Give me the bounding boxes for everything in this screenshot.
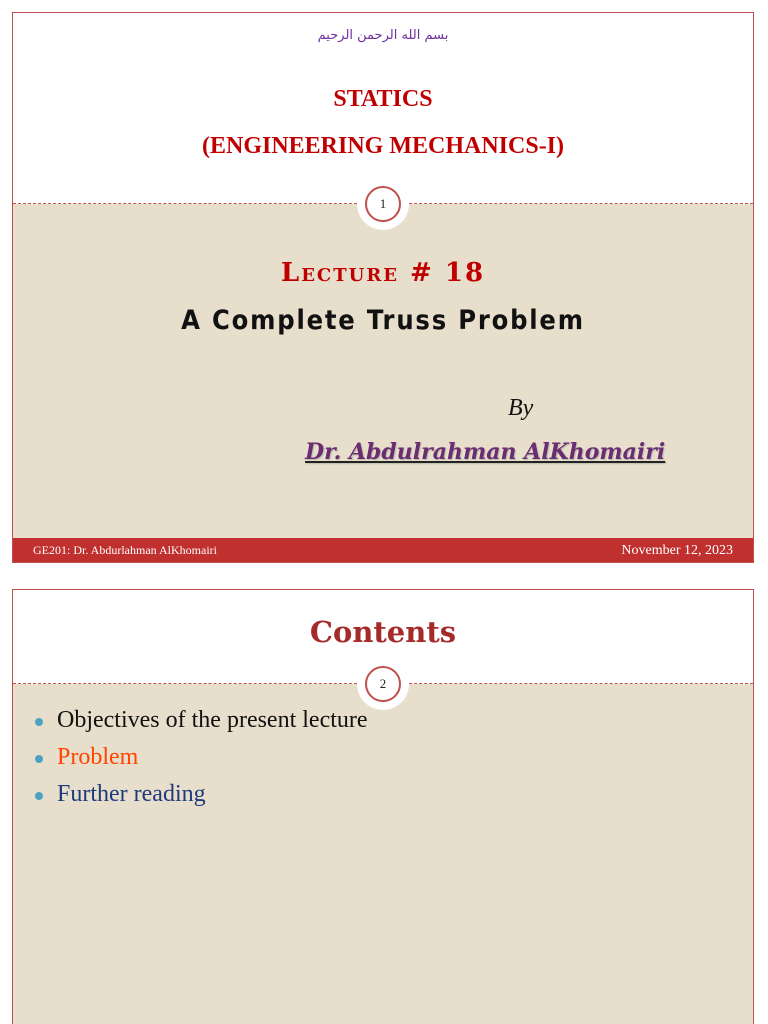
slide-1-body (13, 204, 753, 538)
list-item-label: Problem (57, 744, 139, 770)
list-item (33, 744, 368, 781)
footer-course-info: GE201: Dr. Abdurlahman AlKhomairi (33, 543, 217, 557)
lecture-title: A Complete Truss Problem (181, 305, 585, 336)
list-item (33, 707, 368, 744)
slide-footer (13, 538, 753, 563)
lecture-number: Lecture # 18 (280, 258, 486, 288)
list-item (33, 781, 368, 818)
slide-number: 2 (365, 666, 401, 702)
bullet-dot-icon (35, 718, 43, 726)
bullet-dot-icon (35, 755, 43, 763)
slide-2 (12, 589, 754, 1024)
slide-number-badge (357, 178, 409, 230)
slide-1 (12, 12, 754, 563)
slide-number-badge (357, 658, 409, 710)
list-item-label: Further reading (57, 781, 206, 807)
contents-list (33, 707, 368, 818)
slide-1-header-area (13, 13, 753, 204)
contents-heading: Contents (309, 615, 457, 649)
course-subtitle: (ENGINEERING MECHANICS-I) (201, 133, 565, 159)
basmala: بسم الله الرحمن الرحيم (317, 28, 449, 43)
course-title: STATICS (333, 86, 433, 112)
bullet-dot-icon (35, 792, 43, 800)
slide-number: 1 (365, 186, 401, 222)
by-label: By (508, 395, 534, 421)
footer-date: November 12, 2023 (621, 543, 733, 558)
list-item-label: Objectives of the present lecture (57, 707, 368, 733)
author-name: Dr. Abdulrahman AlKhomairi (305, 439, 666, 465)
